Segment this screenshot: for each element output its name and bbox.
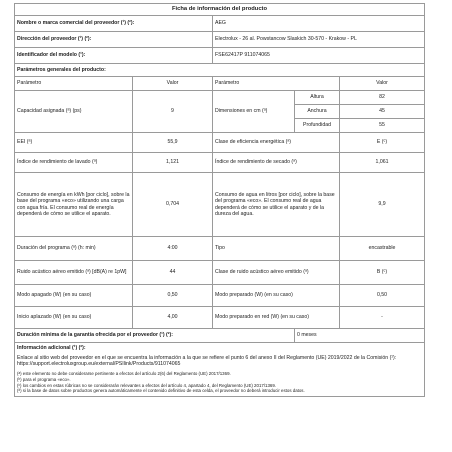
sheet-title: Ficha de información del producto — [15, 4, 425, 16]
depth-label: Profundidad — [295, 119, 340, 133]
capacity-value: 9 — [133, 91, 213, 133]
noise-label: Ruido acústico aéreo emitido (ᵃ) [dB(A) re 1pW] — [15, 261, 133, 285]
model-label: Identificador del modelo (¹): — [15, 48, 213, 64]
eei-label: EEI (ᵃ) — [15, 133, 133, 153]
network-standby-label: Modo preparado en red (W) (en su caso) — [213, 307, 340, 329]
dry-index-value: 1,061 — [340, 153, 425, 173]
product-information-sheet — [14, 3, 424, 397]
additional-info-header: Información adicional (¹) (²): — [17, 345, 86, 351]
dimensions-label: Dimensiones en cm (ᵃ) — [213, 91, 295, 133]
height-value: 82 — [340, 91, 425, 105]
energy-consumption-label: Consumo de energía en kWh [por ciclo], sobre la base del programa «eco» utilizando una carga con agua fría. El consumo real de energía dependerá de cómo se utilice el aparato. — [15, 173, 133, 237]
footnote-a: (ᵃ) este elemento no debe considerarse pertinente a efectos del artículo 2(6) del Reglamento (UE) 2017/1369. — [17, 371, 231, 377]
footnotes — [17, 371, 422, 393]
off-mode-label: Modo apagado (W) (en su caso) — [15, 285, 133, 307]
address-value: Electrolux - 26 al. Powstancow Slaskich 30-570 - Krakow - PL — [213, 32, 425, 48]
dry-index-label: Índice de rendimiento de secado (ᵃ) — [213, 153, 340, 173]
noise-class-value: B (ᶜ) — [340, 261, 425, 285]
type-value: encastrable — [340, 237, 425, 261]
warranty-label: Duración mínima de la garantía ofrecida por el proveedor (¹) (²): — [15, 329, 295, 343]
depth-value: 55 — [340, 119, 425, 133]
general-params-header: Parámetros generales del producto: — [15, 64, 425, 77]
supplier-label: Nombre o marca comercial del proveedor (¹) (²): — [15, 16, 213, 32]
network-standby-value: - — [340, 307, 425, 329]
type-label: Tipo — [213, 237, 340, 261]
standby-mode-value: 0,50 — [340, 285, 425, 307]
water-consumption-label: Consumo de agua en litros [por ciclo], sobre la base del programa «eco». El consumo real de agua dependerá de cómo se utilice el aparato y de la dureza del agua. — [213, 173, 340, 237]
product-sheet-table — [14, 3, 425, 397]
standby-mode-label: Modo preparado (W) (en su caso) — [213, 285, 340, 307]
width-label: Anchura — [295, 105, 340, 119]
warranty-value: 0 meses — [295, 329, 425, 343]
wash-index-label: Índice de rendimiento de lavado (ᵃ) — [15, 153, 133, 173]
efficiency-class-label: Clase de eficiencia energética (ᵃ) — [213, 133, 340, 153]
footnote-b: (ᵇ) para el programa «eco». — [17, 377, 71, 382]
supplier-value: AEG — [213, 16, 425, 32]
column-header-parameter: Parámetro — [15, 77, 133, 91]
program-duration-value: 4:00 — [133, 237, 213, 261]
efficiency-class-value: E (ᶜ) — [340, 133, 425, 153]
eei-value: 55,9 — [133, 133, 213, 153]
noise-class-label: Clase de ruido acústico aéreo emitido (ᵃ) — [213, 261, 340, 285]
delay-start-value: 4,00 — [133, 307, 213, 329]
width-value: 45 — [340, 105, 425, 119]
height-label: Altura — [295, 91, 340, 105]
capacity-label: Capacidad asignada (ᵃ) (ps) — [15, 91, 133, 133]
additional-info-text: Enlace al sitio web del proveedor en el que se encuentra la información a la que se refiere el punto 6 del anexo II del Reglamento (UE) 2019/2022 de la Comisión (¹): https://support.electroluxgroup.eu/external/PSIlink/Products/911074065 — [17, 355, 397, 368]
noise-value: 44 — [133, 261, 213, 285]
model-value: FSE62417P 911074065 — [213, 48, 425, 64]
column-header-value-2: Valor — [340, 77, 425, 91]
wash-index-value: 1,121 — [133, 153, 213, 173]
footnote-d: (ᵈ) si la base de datos sobre productos genera automáticamente el contenido definitivo de esta celda, el proveedor no deberá introducir estos datos. — [17, 388, 305, 394]
footnote-c: (ᶜ) los cambios en estas rúbricas no se considerarán relevantes a efectos del artículo 4, apartado 4, del Reglamento (UE) 2017/1369. — [17, 382, 277, 388]
delay-start-label: Inicio aplazado (W) (en su caso) — [15, 307, 133, 329]
energy-consumption-value: 0,704 — [133, 173, 213, 237]
off-mode-value: 0,50 — [133, 285, 213, 307]
column-header-parameter-2: Parámetro — [213, 77, 340, 91]
program-duration-label: Duración del programa (ᵃ) (h: min) — [15, 237, 133, 261]
address-label: Dirección del proveedor (¹) (²): — [15, 32, 213, 48]
water-consumption-value: 9,9 — [340, 173, 425, 237]
column-header-value: Valor — [133, 77, 213, 91]
